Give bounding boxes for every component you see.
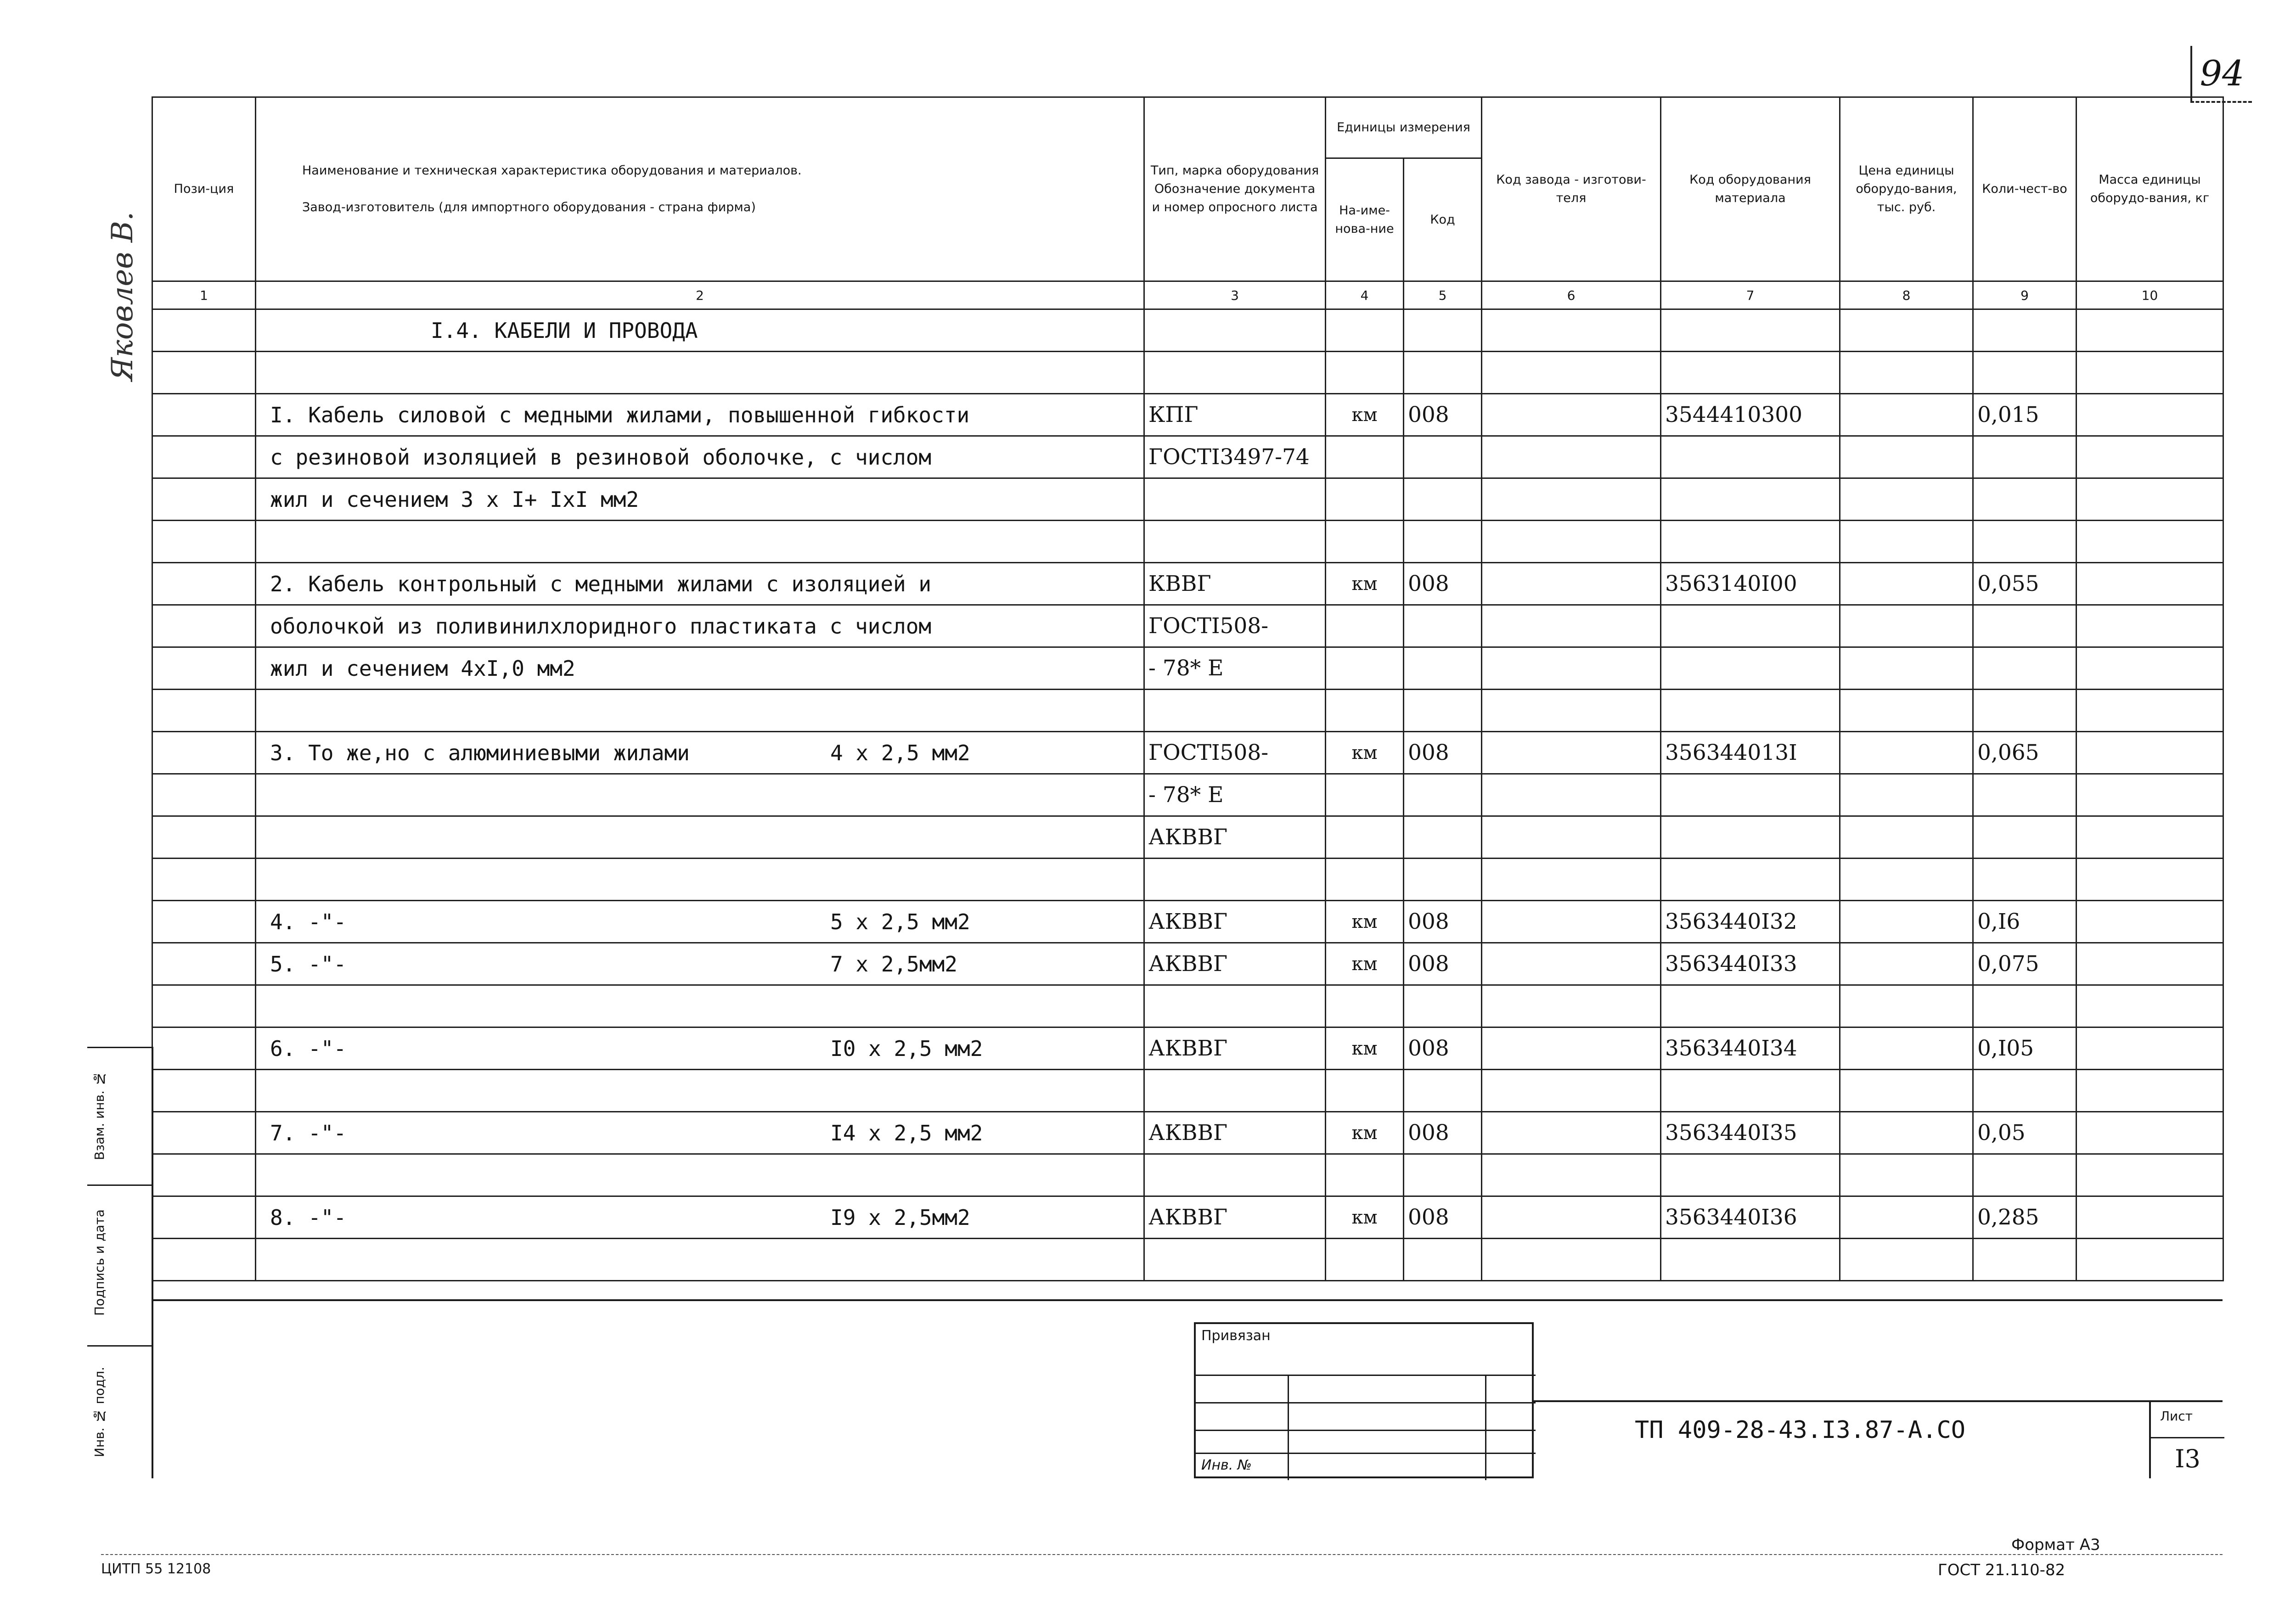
type-cell: АКВВГ (1144, 1112, 1326, 1154)
header-position: Пози-ция (152, 97, 256, 281)
type-cell: АКВВГ (1144, 1196, 1326, 1239)
table-row (152, 394, 2223, 436)
factory-code-cell (1482, 816, 1661, 859)
position-cell (152, 985, 256, 1027)
price-cell (1840, 1154, 1973, 1196)
document-code: ТП 409-28-43.I3.87-А.СО (1635, 1416, 1966, 1444)
unit-cell: км (1326, 1112, 1404, 1154)
quantity-cell: 0,075 (1973, 943, 2077, 985)
material-code-cell (1661, 774, 1840, 816)
type-cell: - 78* Е (1144, 774, 1326, 816)
column-number: 8 (1840, 281, 1973, 309)
mass-cell (2077, 605, 2223, 647)
mass-cell (2077, 985, 2223, 1027)
price-cell (1840, 436, 1973, 478)
material-code-cell (1661, 478, 1840, 521)
material-code-cell: 3563440I35 (1661, 1112, 1840, 1154)
unit-cell (1326, 774, 1404, 816)
table-row (152, 605, 2223, 647)
column-number-row (152, 281, 2223, 309)
item-name: 3. То же,но с алюминиевыми жилами (270, 740, 690, 765)
price-cell (1840, 943, 1973, 985)
material-code-cell: 3563440I33 (1661, 943, 1840, 985)
factory-code-cell (1482, 774, 1661, 816)
unit-cell (1326, 816, 1404, 859)
name-cell (256, 901, 1144, 943)
header-unit-code: Код (1404, 158, 1482, 281)
table-row (152, 1112, 2223, 1154)
table-row (152, 859, 2223, 901)
unit-code-cell (1404, 605, 1482, 647)
name-cell (256, 394, 1144, 436)
unit-cell (1326, 647, 1404, 690)
specification-table (152, 96, 2224, 1281)
mass-cell (2077, 1154, 2223, 1196)
price-cell (1840, 1070, 1973, 1112)
table-header-row (152, 97, 2223, 158)
position-cell (152, 1196, 256, 1239)
quantity-cell (1973, 985, 2077, 1027)
column-number: 5 (1404, 281, 1482, 309)
unit-code-cell (1404, 816, 1482, 859)
factory-code-cell (1482, 1070, 1661, 1112)
quantity-cell (1973, 1154, 2077, 1196)
factory-code-cell (1482, 1027, 1661, 1070)
column-number: 9 (1973, 281, 2077, 309)
sheet-box (2149, 1400, 2224, 1478)
unit-code-cell: 008 (1404, 901, 1482, 943)
unit-code-cell: 008 (1404, 1112, 1482, 1154)
quantity-cell (1973, 605, 2077, 647)
factory-code-cell (1482, 394, 1661, 436)
price-cell (1840, 563, 1973, 605)
price-cell (1840, 394, 1973, 436)
item-name: I. Кабель силовой с медными жилами, повышенной гибкости (270, 402, 970, 427)
unit-cell: км (1326, 732, 1404, 774)
unit-code-cell (1404, 478, 1482, 521)
quantity-cell (1973, 690, 2077, 732)
name-cell (256, 1112, 1144, 1154)
quantity-cell (1973, 1239, 2077, 1281)
factory-code-cell (1482, 985, 1661, 1027)
header-unit-name: На-име-нова-ние (1326, 158, 1404, 281)
factory-code-cell (1482, 521, 1661, 563)
quantity-cell (1973, 647, 2077, 690)
item-size: 7 x 2,5мм2 (830, 952, 957, 977)
type-cell (1144, 1154, 1326, 1196)
mass-cell (2077, 647, 2223, 690)
factory-code-cell (1482, 859, 1661, 901)
unit-code-cell (1404, 859, 1482, 901)
item-name: 6. -"- (270, 1036, 347, 1061)
factory-code-cell (1482, 436, 1661, 478)
name-cell (256, 690, 1144, 732)
unit-cell: км (1326, 1027, 1404, 1070)
format-label: Формат А3 (2011, 1536, 2100, 1554)
item-size: I0 x 2,5 мм2 (830, 1036, 983, 1061)
unit-cell: км (1326, 1196, 1404, 1239)
material-code-cell (1661, 816, 1840, 859)
position-cell (152, 436, 256, 478)
footer-print-code: ЦИТП 55 12108 (101, 1561, 211, 1577)
unit-cell (1326, 1070, 1404, 1112)
material-code-cell (1661, 690, 1840, 732)
unit-cell (1326, 859, 1404, 901)
type-cell (1144, 478, 1326, 521)
table-row (152, 436, 2223, 478)
header-price: Цена единицы оборудо-вания, тыс. руб. (1840, 97, 1973, 281)
type-cell: КПГ (1144, 394, 1326, 436)
unit-cell (1326, 605, 1404, 647)
factory-code-cell (1482, 1196, 1661, 1239)
position-cell (152, 605, 256, 647)
quantity-cell: 0,055 (1973, 563, 2077, 605)
mass-cell (2077, 901, 2223, 943)
mass-cell (2077, 563, 2223, 605)
position-cell (152, 901, 256, 943)
material-code-cell (1661, 859, 1840, 901)
name-cell (256, 859, 1144, 901)
material-code-cell: 3563440I36 (1661, 1196, 1840, 1239)
price-cell (1840, 647, 1973, 690)
type-cell: ГОСТI508- (1144, 732, 1326, 774)
unit-code-cell: 008 (1404, 732, 1482, 774)
material-code-cell (1661, 521, 1840, 563)
position-cell (152, 690, 256, 732)
unit-code-cell (1404, 521, 1482, 563)
unit-code-cell (1404, 1070, 1482, 1112)
material-code-cell: 3544410300 (1661, 394, 1840, 436)
unit-code-cell: 008 (1404, 1196, 1482, 1239)
table-row (152, 690, 2223, 732)
factory-code-cell (1482, 605, 1661, 647)
item-name: жил и сечением 3 x I+ IxI мм2 (270, 487, 639, 512)
quantity-cell (1973, 1070, 2077, 1112)
header-name-line2: Завод-изготовитель (для импортного оборудования - страна фирма) (302, 200, 756, 214)
binding-stamp (1194, 1322, 1534, 1478)
name-cell (256, 732, 1144, 774)
price-cell (1840, 732, 1973, 774)
spacer-row (152, 352, 2223, 394)
unit-cell (1326, 1239, 1404, 1281)
item-size: 5 x 2,5 мм2 (830, 909, 970, 934)
price-cell (1840, 901, 1973, 943)
item-name: с резиновой изоляцией в резиновой оболочке, с числом (270, 444, 932, 470)
quantity-cell (1973, 436, 2077, 478)
inventory-label: Инв. № (1201, 1457, 1252, 1473)
gost-footer: ГОСТ 21.110-82 (1938, 1561, 2065, 1579)
table-row (152, 1027, 2223, 1070)
position-cell (152, 1154, 256, 1196)
factory-code-cell (1482, 1154, 1661, 1196)
header-name (256, 97, 1144, 281)
table-row (152, 732, 2223, 774)
header-material-code: Код оборудования материала (1661, 97, 1840, 281)
price-cell (1840, 816, 1973, 859)
position-cell (152, 1070, 256, 1112)
unit-code-cell: 008 (1404, 1027, 1482, 1070)
stamp-label-replace-inv: Взам. инв. № (92, 1071, 107, 1160)
type-cell (1144, 859, 1326, 901)
type-cell (1144, 1070, 1326, 1112)
unit-code-cell (1404, 436, 1482, 478)
unit-cell (1326, 436, 1404, 478)
unit-cell (1326, 478, 1404, 521)
title-block-rule (1534, 1400, 2223, 1402)
header-units: Единицы измерения (1326, 97, 1482, 158)
name-cell (256, 563, 1144, 605)
position-cell (152, 943, 256, 985)
material-code-cell (1661, 985, 1840, 1027)
position-cell (152, 774, 256, 816)
column-number: 10 (2077, 281, 2223, 309)
table-row (152, 901, 2223, 943)
name-cell (256, 1070, 1144, 1112)
material-code-cell (1661, 647, 1840, 690)
item-name: 7. -"- (270, 1120, 347, 1145)
table-row (152, 1154, 2223, 1196)
unit-cell (1326, 985, 1404, 1027)
type-cell: АКВВГ (1144, 1027, 1326, 1070)
name-cell (256, 816, 1144, 859)
table-row (152, 563, 2223, 605)
material-code-cell (1661, 1070, 1840, 1112)
position-cell (152, 394, 256, 436)
item-size: 4 x 2,5 мм2 (830, 741, 970, 765)
item-name: оболочкой из поливинилхлоридного пластиката с числом (270, 613, 932, 639)
stamp-label-signature: Подпись и дата (92, 1209, 107, 1316)
header-quantity: Коли-чест-во (1973, 97, 2077, 281)
sheet-mark: 94 (2190, 46, 2252, 103)
quantity-cell (1973, 478, 2077, 521)
material-code-cell: 3563440I32 (1661, 901, 1840, 943)
mass-cell (2077, 1070, 2223, 1112)
table-row (152, 1070, 2223, 1112)
price-cell (1840, 774, 1973, 816)
factory-code-cell (1482, 1239, 1661, 1281)
factory-code-cell (1482, 478, 1661, 521)
material-code-cell (1661, 1239, 1840, 1281)
type-cell (1144, 690, 1326, 732)
price-cell (1840, 985, 1973, 1027)
mass-cell (2077, 1239, 2223, 1281)
factory-code-cell (1482, 690, 1661, 732)
footer-rule (101, 1554, 2223, 1555)
header-factory-code: Код завода - изготови-теля (1482, 97, 1661, 281)
binding-label: Привязан (1201, 1328, 1271, 1344)
name-cell (256, 1027, 1144, 1070)
name-cell (256, 943, 1144, 985)
name-cell (256, 1154, 1144, 1196)
position-cell (152, 816, 256, 859)
column-number: 7 (1661, 281, 1840, 309)
price-cell (1840, 859, 1973, 901)
unit-code-cell (1404, 1154, 1482, 1196)
column-number: 4 (1326, 281, 1404, 309)
type-cell (1144, 1239, 1326, 1281)
type-cell: ГОСТI3497-74 (1144, 436, 1326, 478)
unit-cell: км (1326, 563, 1404, 605)
mass-cell (2077, 1112, 2223, 1154)
item-name: 8. -"- (270, 1205, 347, 1230)
material-code-cell: 356344013I (1661, 732, 1840, 774)
price-cell (1840, 605, 1973, 647)
type-cell: ГОСТI508- (1144, 605, 1326, 647)
factory-code-cell (1482, 1112, 1661, 1154)
type-cell: АКВВГ (1144, 943, 1326, 985)
section-title-row (152, 309, 2223, 352)
position-cell (152, 732, 256, 774)
item-size: I9 x 2,5мм2 (830, 1205, 970, 1230)
quantity-cell: 0,05 (1973, 1112, 2077, 1154)
type-cell: АКВВГ (1144, 816, 1326, 859)
price-cell (1840, 1027, 1973, 1070)
unit-code-cell (1404, 690, 1482, 732)
header-name-line1: Наименование и техническая характеристика оборудования и материалов. (302, 163, 802, 178)
quantity-cell: 0,I6 (1973, 901, 2077, 943)
unit-code-cell: 008 (1404, 943, 1482, 985)
type-cell: КВВГ (1144, 563, 1326, 605)
mass-cell (2077, 774, 2223, 816)
unit-code-cell (1404, 1239, 1482, 1281)
unit-code-cell (1404, 647, 1482, 690)
mass-cell (2077, 732, 2223, 774)
item-name: 4. -"- (270, 909, 347, 934)
unit-cell: км (1326, 394, 1404, 436)
quantity-cell (1973, 859, 2077, 901)
quantity-cell: 0,065 (1973, 732, 2077, 774)
mass-cell (2077, 478, 2223, 521)
table-row (152, 816, 2223, 859)
position-cell (152, 478, 256, 521)
item-name: 2. Кабель контрольный с медными жилами с изоляцией и (270, 571, 932, 596)
name-cell (256, 985, 1144, 1027)
column-number: 3 (1144, 281, 1326, 309)
header-mass: Масса единицы оборудо-вания, кг (2077, 97, 2223, 281)
section-title: I.4. КАБЕЛИ И ПРОВОДА (256, 309, 1144, 352)
mass-cell (2077, 816, 2223, 859)
position-cell (152, 1239, 256, 1281)
margin-handwritten-note: Яковлев В. (106, 211, 140, 381)
unit-cell (1326, 521, 1404, 563)
item-name: жил и сечением 4xI,0 мм2 (270, 656, 575, 681)
factory-code-cell (1482, 647, 1661, 690)
item-size: I4 x 2,5 мм2 (830, 1121, 983, 1145)
mass-cell (2077, 436, 2223, 478)
unit-code-cell (1404, 774, 1482, 816)
header-type: Тип, марка оборудования Обозначение документа и номер опросного листа (1144, 97, 1326, 281)
name-cell (256, 605, 1144, 647)
mass-cell (2077, 1027, 2223, 1070)
quantity-cell: 0,015 (1973, 394, 2077, 436)
table-row (152, 774, 2223, 816)
material-code-cell (1661, 1154, 1840, 1196)
table-row (152, 521, 2223, 563)
quantity-cell (1973, 816, 2077, 859)
mass-cell (2077, 1196, 2223, 1239)
material-code-cell: 3563440I34 (1661, 1027, 1840, 1070)
mass-cell (2077, 521, 2223, 563)
price-cell (1840, 1239, 1973, 1281)
table-row (152, 985, 2223, 1027)
column-number: 2 (256, 281, 1144, 309)
quantity-cell: 0,285 (1973, 1196, 2077, 1239)
material-code-cell (1661, 436, 1840, 478)
table-row (152, 1196, 2223, 1239)
item-name: 5. -"- (270, 951, 347, 977)
table-row (152, 647, 2223, 690)
price-cell (1840, 478, 1973, 521)
factory-code-cell (1482, 901, 1661, 943)
sheet-label: Лист (2160, 1409, 2193, 1424)
type-cell: АКВВГ (1144, 901, 1326, 943)
material-code-cell: 3563140I00 (1661, 563, 1840, 605)
column-number: 6 (1482, 281, 1661, 309)
mass-cell (2077, 394, 2223, 436)
factory-code-cell (1482, 732, 1661, 774)
column-number: 1 (152, 281, 256, 309)
mass-cell (2077, 859, 2223, 901)
stamp-label-inv-orig: Инв. № подл. (92, 1366, 107, 1457)
name-cell (256, 774, 1144, 816)
factory-code-cell (1482, 563, 1661, 605)
type-cell: - 78* Е (1144, 647, 1326, 690)
table-row (152, 478, 2223, 521)
unit-code-cell (1404, 985, 1482, 1027)
name-cell (256, 521, 1144, 563)
name-cell (256, 478, 1144, 521)
price-cell (1840, 1112, 1973, 1154)
unit-code-cell: 008 (1404, 394, 1482, 436)
table-row (152, 1239, 2223, 1281)
name-cell (256, 1196, 1144, 1239)
unit-cell: км (1326, 901, 1404, 943)
unit-cell (1326, 690, 1404, 732)
name-cell (256, 1239, 1144, 1281)
factory-code-cell (1482, 943, 1661, 985)
unit-cell (1326, 1154, 1404, 1196)
left-stamp (87, 1047, 153, 1478)
type-cell (1144, 521, 1326, 563)
table-bottom-rule (152, 1299, 2223, 1301)
price-cell (1840, 1196, 1973, 1239)
mass-cell (2077, 943, 2223, 985)
name-cell (256, 436, 1144, 478)
price-cell (1840, 690, 1973, 732)
position-cell (152, 647, 256, 690)
mass-cell (2077, 690, 2223, 732)
position-cell (152, 1112, 256, 1154)
position-cell (152, 859, 256, 901)
quantity-cell: 0,I05 (1973, 1027, 2077, 1070)
material-code-cell (1661, 605, 1840, 647)
position-cell (152, 563, 256, 605)
type-cell (1144, 985, 1326, 1027)
price-cell (1840, 521, 1973, 563)
unit-code-cell: 008 (1404, 563, 1482, 605)
position-cell (152, 1027, 256, 1070)
sheet-number: I3 (2151, 1437, 2224, 1480)
name-cell (256, 647, 1144, 690)
position-cell (152, 521, 256, 563)
table-row (152, 943, 2223, 985)
quantity-cell (1973, 521, 2077, 563)
quantity-cell (1973, 774, 2077, 816)
unit-cell: км (1326, 943, 1404, 985)
